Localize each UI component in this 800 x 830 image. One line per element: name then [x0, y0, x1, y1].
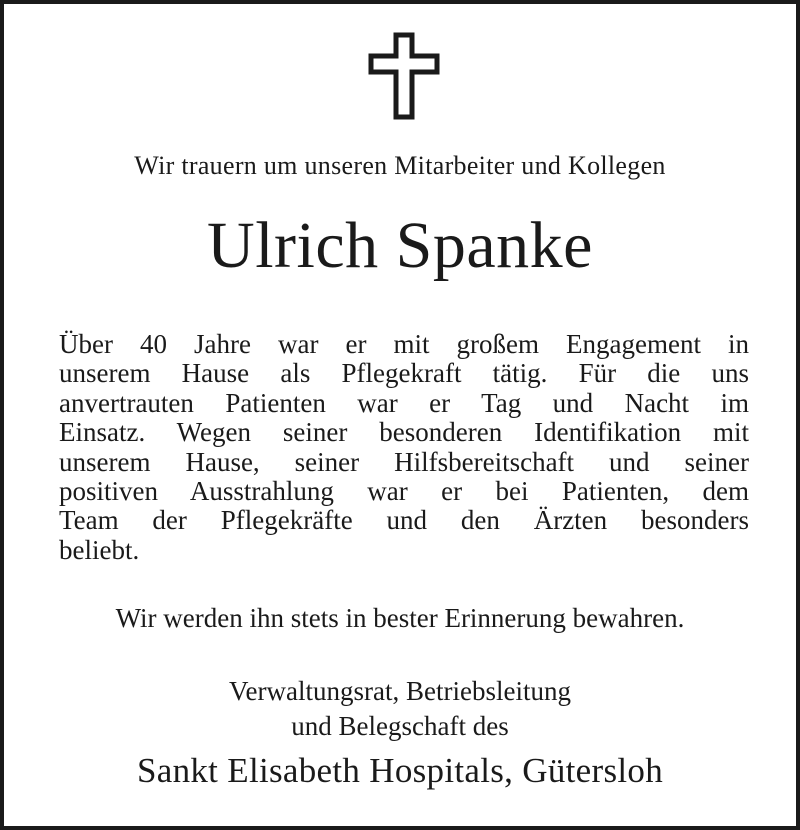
- body-line: positiven Ausstrahlung war er bei Patienten, dem: [59, 476, 749, 507]
- signature-line: und Belegschaft des: [291, 711, 509, 741]
- hospital-name: Sankt Elisabeth Hospitals, Gütersloh: [136, 751, 664, 790]
- body-line: Team der Pflegekräfte und den Ärzten besonders: [59, 505, 749, 536]
- body-line: unserem Hause, seiner Hilfsbereitschaft und seiner: [59, 446, 749, 477]
- body-line: Über 40 Jahre war er mit großem Engagement in: [59, 329, 749, 359]
- body-line: unserem Hause als Pflegekraft tätig. Für die uns: [59, 358, 749, 389]
- cross-icon: [368, 32, 440, 120]
- body-line: Einsatz. Wegen seiner besonderen Identifikation mit: [59, 417, 749, 448]
- closing-line: Wir werden ihn stets in bester Erinnerung bewahren.: [115, 603, 685, 633]
- obituary-body: [59, 330, 749, 565]
- body-line: anvertrauten Patienten war er Tag und Nacht im: [59, 387, 749, 418]
- body-line: beliebt.: [59, 534, 140, 565]
- signature-line: Verwaltungsrat, Betriebsleitung: [229, 676, 571, 706]
- mourn-line: Wir trauern um unseren Mitarbeiter und Kollegen: [134, 151, 666, 180]
- deceased-name: Ulrich Spanke: [207, 209, 593, 282]
